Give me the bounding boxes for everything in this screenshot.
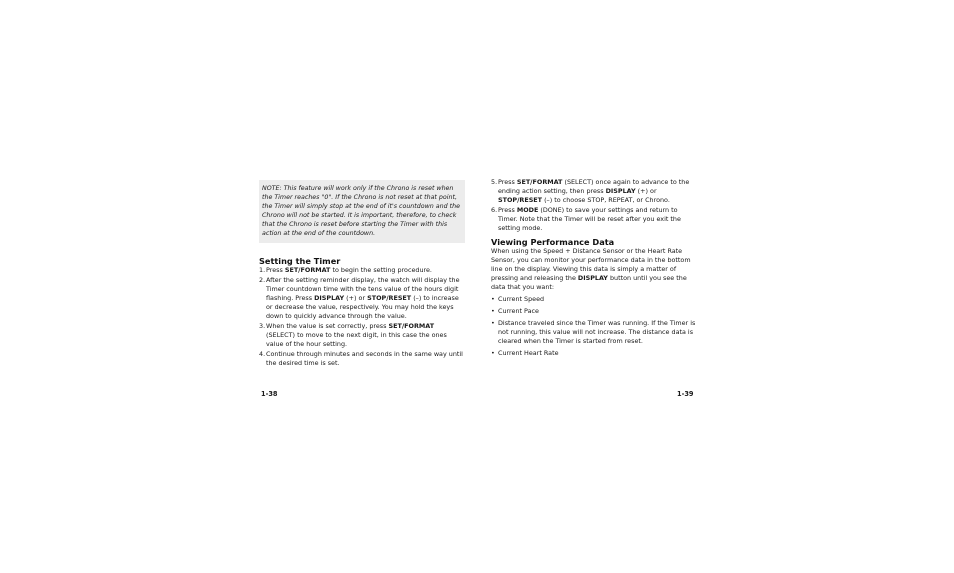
bullet-marker: • [491,319,495,327]
bullet-text: Distance traveled since the Timer was running. If the Timer is not running, this value will not increase. The distance data is cleared when the Timer is started from reset. [498,319,696,345]
step-item [259,266,465,275]
page-number-left: 1-38 [261,390,278,398]
left-steps-list [259,266,465,368]
key-label: DISPLAY [605,187,636,195]
bullet-marker: • [491,349,495,357]
step-number: 4. [259,350,266,358]
bullet-text: Current Speed [498,295,545,303]
bullet-item [491,307,697,316]
key-label: SET/FORMAT [516,178,563,186]
right-steps-list [491,178,697,233]
key-label: STOP/RESET [367,294,412,302]
left-page [259,180,465,369]
key-label: STOP/RESET [498,196,543,204]
step-item [491,206,697,233]
key-label: DISPLAY [577,274,608,282]
heading-viewing-performance: Viewing Performance Data [491,237,615,247]
text-run: (–) to choose STOP, REPEAT, or Chrono. [542,196,670,204]
key-label: DISPLAY [314,294,345,302]
text-run: When the value is set correctly, press [266,322,389,330]
step-number: 6. [491,206,498,214]
bullet-text: Current Pace [498,307,539,315]
text-run: (+) or [635,187,657,195]
step-number: 5. [491,178,498,186]
step-number: 2. [259,276,266,284]
text-run: (+) or [344,294,368,302]
text-run: button until you see the data that you want: [491,274,687,291]
step-item [259,322,465,349]
page-number-right: 1-39 [677,390,694,398]
bullet-marker: • [491,307,495,315]
text-run: Press [498,206,517,214]
step-item [259,276,465,321]
step-item [259,350,465,368]
bullet-item [491,319,697,346]
text-run: Press [498,178,517,186]
performance-data-list [491,295,697,358]
right-page [491,178,697,359]
text-run: Continue through minutes and seconds in the same way until the desired time is set. [266,350,463,367]
note-box: NOTE: This feature will work only if the Chrono is reset when the Timer reaches "0". If the Chrono is not reset at that point, the Timer will simply stop at the end of it's countdown and the Chrono will not be started. It is important, therefore, to check that the Chrono is reset before starting the Timer with this action at the end of the countdown. [259,180,465,243]
step-number: 3. [259,322,266,330]
bullet-text: Current Heart Rate [498,349,559,357]
bullet-item [491,349,697,358]
step-item [491,178,697,205]
step-number: 1. [259,266,266,274]
text-run: (SELECT) to move to the next digit, in this case the ones value of the hour setting. [266,331,447,348]
heading-setting-timer: Setting the Timer [259,256,341,266]
text-run: to begin the setting procedure. [330,266,432,274]
key-label: SET/FORMAT [388,322,435,330]
text-run: (SELECT) once again to advance to the ending action setting, then press [498,178,690,195]
text-run: (–) to increase or decrease the value, respectively. You may hold the keys down to quickly advance through the value. [266,294,459,320]
bullet-item [491,295,697,304]
text-run: When using the Speed + Distance Sensor or the Heart Rate Sensor, you can monitor your performance data in the bottom line on the display. Viewing this data is simply a matter of pressing and releasing the [491,247,691,282]
text-run: After the setting reminder display, the watch will display the Timer countdown time with the tens value of the hours digit flashing. Press [266,276,460,302]
bullet-marker: • [491,295,495,303]
key-label: SET/FORMAT [284,266,331,274]
text-run: (DONE) to save your settings and return to Timer. Note that the Timer will be reset after you exit the setting mode. [498,206,681,232]
text-run: Press [266,266,285,274]
key-label: MODE [516,206,539,214]
intro-paragraph [491,247,697,292]
